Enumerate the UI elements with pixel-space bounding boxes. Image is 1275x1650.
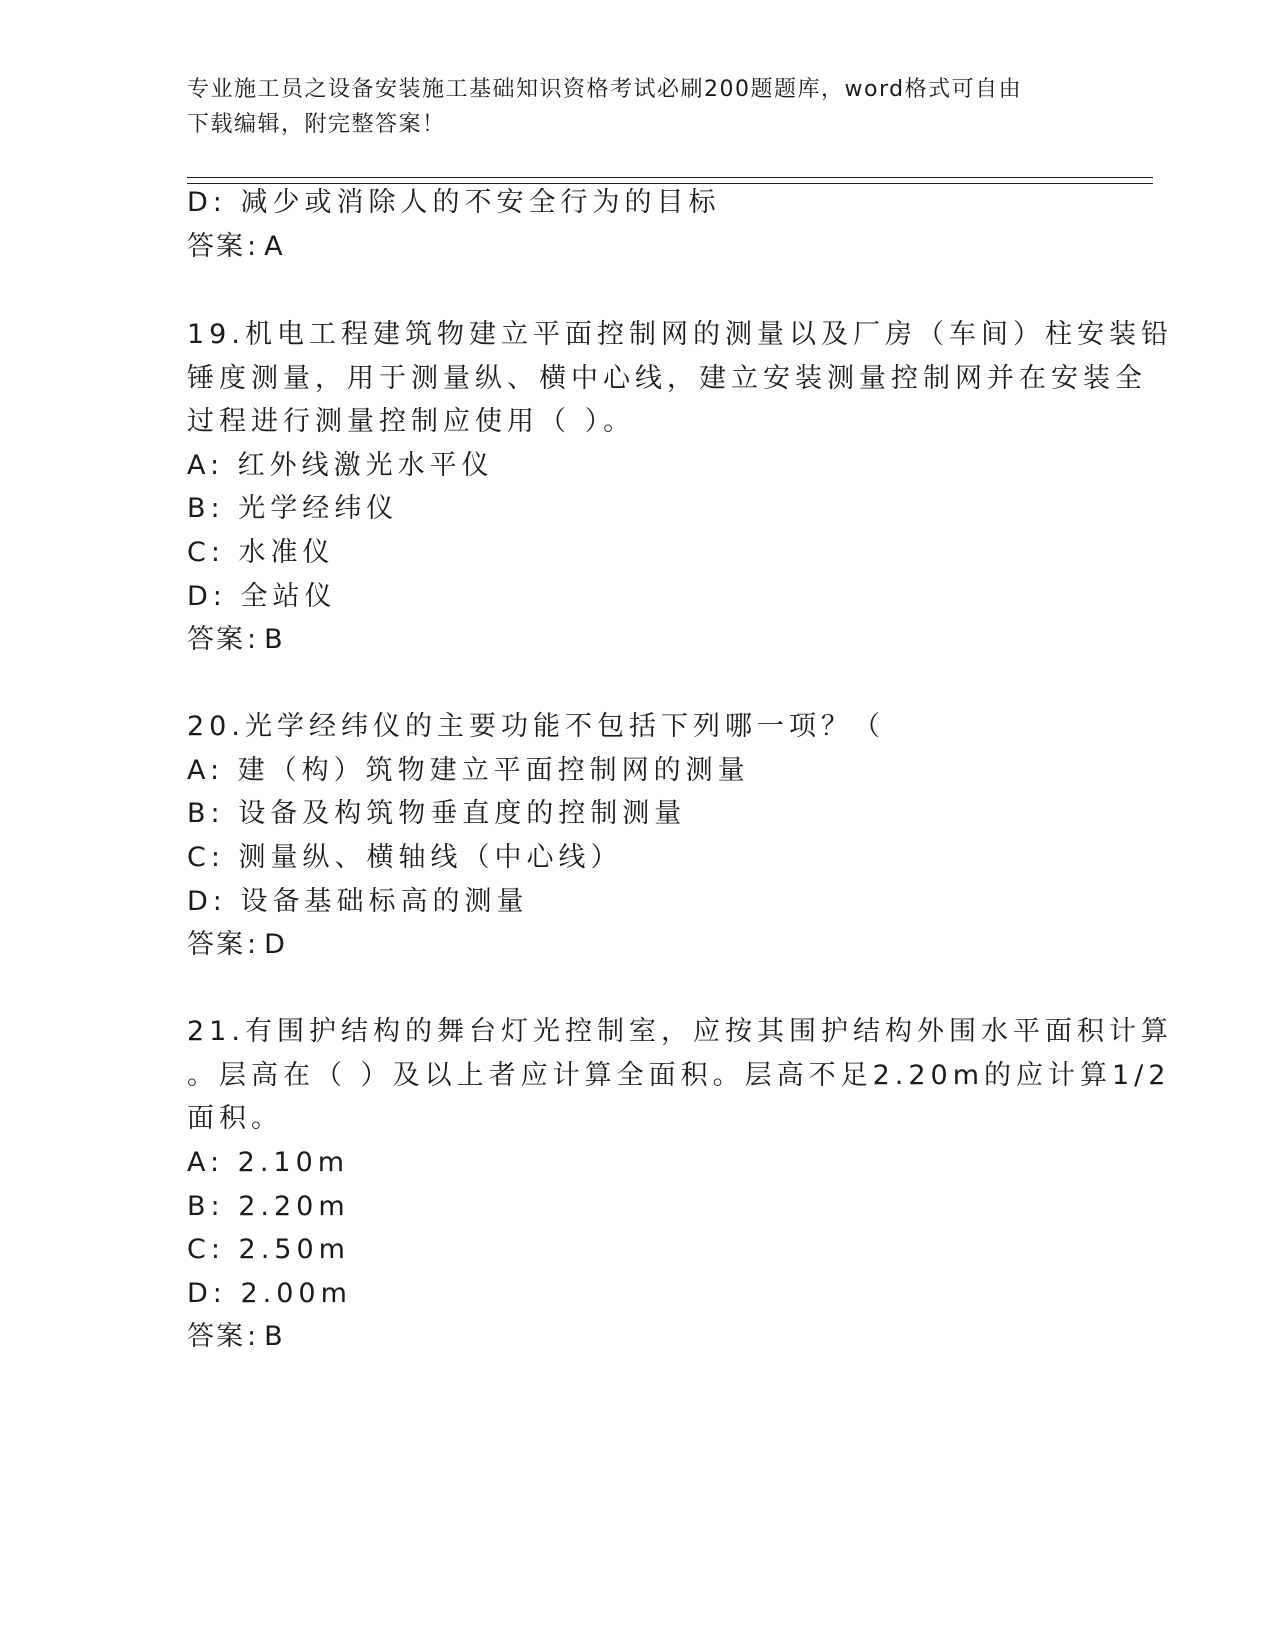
option-line: B: 设备及构筑物垂直度的控制测量 <box>187 798 687 829</box>
question-line: 锤度测量，用于测量纵、横中心线，建立安装测量控制网并在安装全 <box>187 363 1147 394</box>
answer-line: 答案: A <box>187 231 285 262</box>
option-line: C: 测量纵、横轴线（中心线） <box>187 842 623 873</box>
header-divider-top <box>187 177 1153 178</box>
question-line: 21.有围护结构的舞台灯光控制室，应按其围护结构外围水平面积计算 <box>187 1016 1173 1047</box>
option-line: A: 建（构）筑物建立平面控制网的测量 <box>187 755 750 786</box>
answer-label: 答案 <box>187 624 245 655</box>
document-header <box>187 72 1087 142</box>
answer-line: 答案: B <box>187 1321 285 1352</box>
question-line: 。层高在（ ）及以上者应计算全面积。层高不足2.20m的应计算1/2 <box>187 1060 1171 1091</box>
question-line: 19.机电工程建筑物建立平面控制网的测量以及厂房（车间）柱安装铅 <box>187 319 1173 350</box>
header-line-2: 下载编辑，附完整答案！ <box>187 112 446 137</box>
option-line: C: 2.50m <box>187 1234 350 1265</box>
option-line: D: 设备基础标高的测量 <box>187 886 529 917</box>
option-line: B: 光学经纬仪 <box>187 493 399 524</box>
answer-value: B <box>264 624 285 655</box>
option-line: D: 2.00m <box>187 1278 352 1309</box>
question-line: 20.光学经纬仪的主要功能不包括下列哪一项？（ <box>187 711 885 742</box>
answer-line: 答案: B <box>187 624 285 655</box>
option-line: A: 2.10m <box>187 1147 350 1178</box>
answer-label: 答案 <box>187 231 245 262</box>
option-line: C: 水准仪 <box>187 537 335 568</box>
answer-label: 答案 <box>187 1321 245 1352</box>
option-line: A: 红外线激光水平仪 <box>187 450 494 481</box>
option-line: D: 全站仪 <box>187 581 337 612</box>
answer-value: D <box>264 929 287 960</box>
answer-value: B <box>264 1321 285 1352</box>
answer-value: A <box>264 231 285 262</box>
answer-line: 答案: D <box>187 929 287 960</box>
option-line: B: 2.20m <box>187 1191 350 1222</box>
question-line: 过程进行测量控制应使用（ ）。 <box>187 406 636 437</box>
option-line: D: 减少或消除人的不安全行为的目标 <box>187 187 721 218</box>
header-line-1: 专业施工员之设备安装施工基础知识资格考试必刷200题题库，word格式可自由 <box>187 77 1023 102</box>
answer-label: 答案 <box>187 929 245 960</box>
question-line: 面积。 <box>187 1103 283 1134</box>
header-divider-bottom <box>187 183 1153 184</box>
